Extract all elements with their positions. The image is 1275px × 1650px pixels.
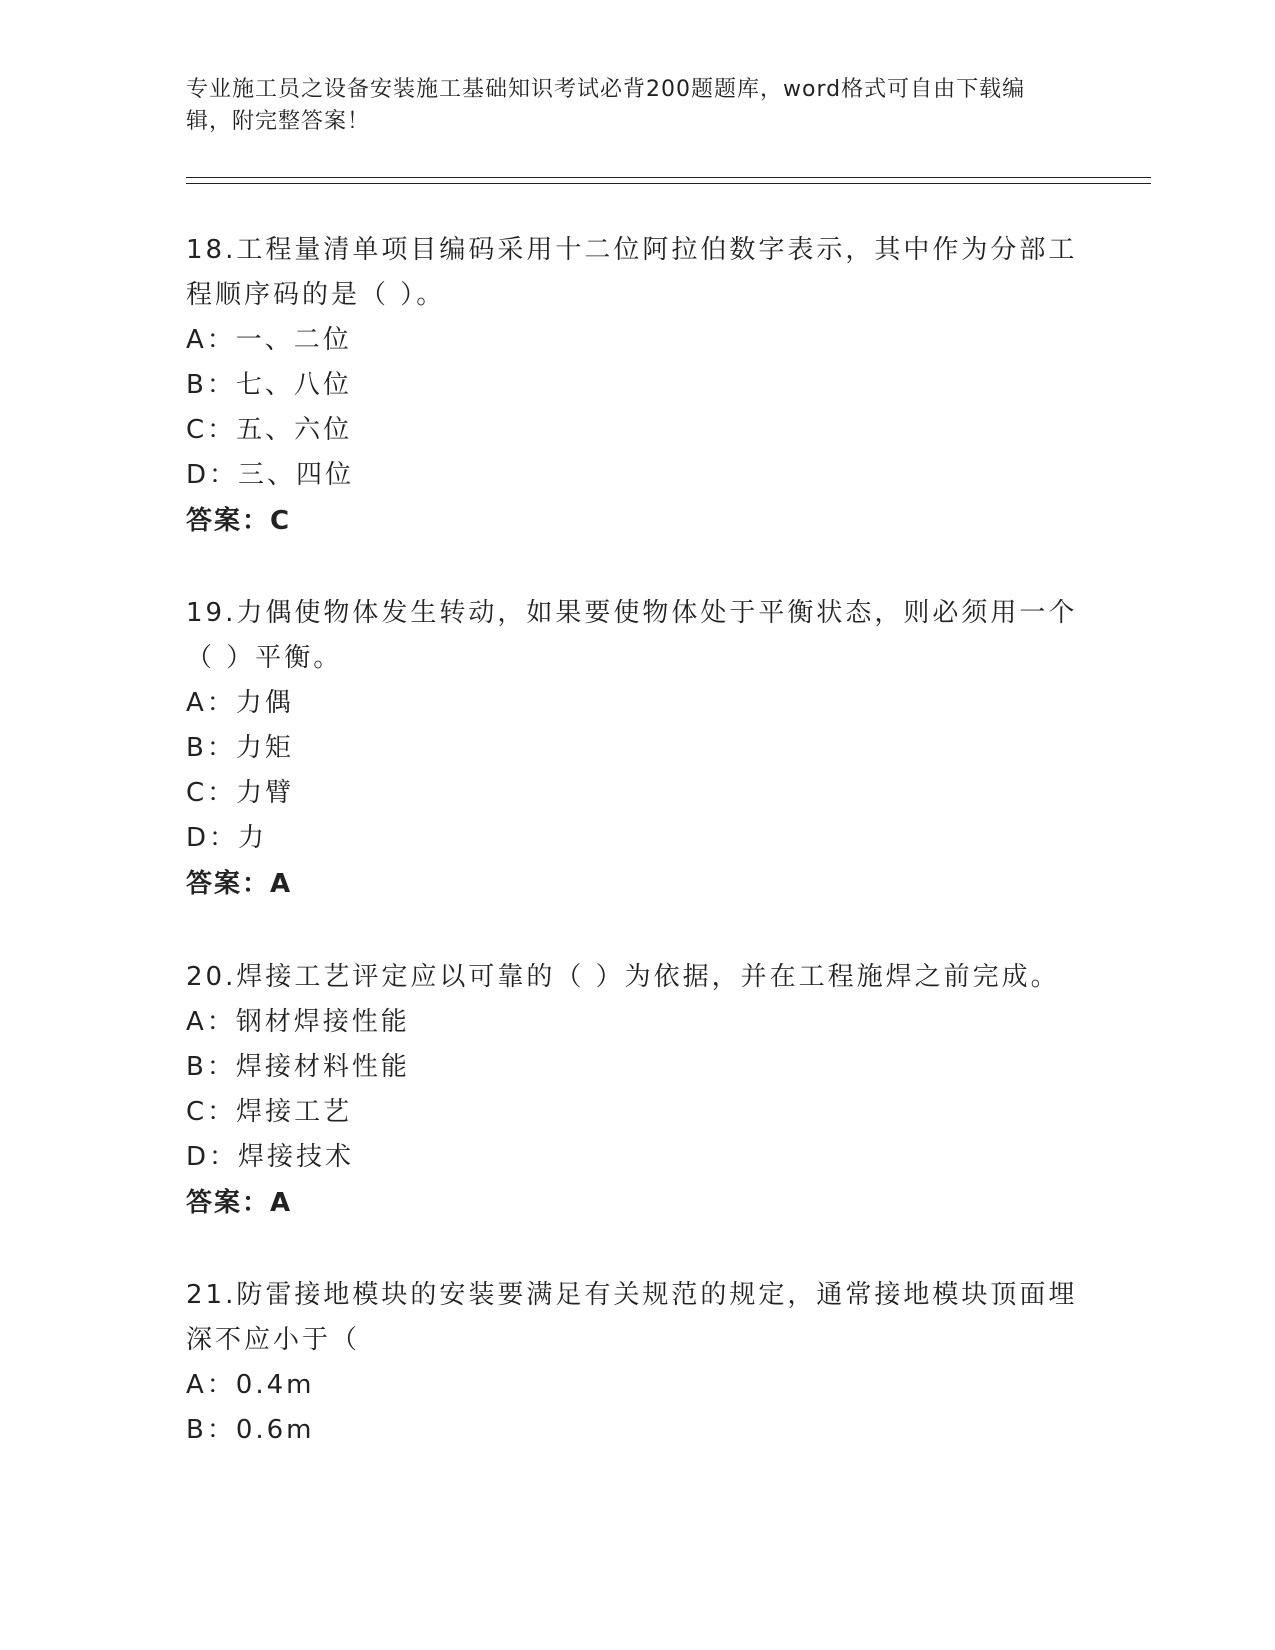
document-header: 专业施工员之设备安装施工基础知识考试必背200题题库，word格式可自由下载编辑，附完整答案！ bbox=[186, 77, 1026, 134]
option-d: D：焊接技术 bbox=[186, 1142, 355, 1172]
question-stem: 21.防雷接地模块的安装要满足有关规范的规定，通常接地模块顶面埋深不应小于（ bbox=[186, 1280, 1078, 1355]
question-19 bbox=[186, 591, 1086, 907]
option-a: A：0.4m bbox=[186, 1370, 315, 1400]
option-d: D：力 bbox=[186, 823, 268, 853]
answer: 答案：C bbox=[186, 506, 292, 536]
answer: 答案：A bbox=[186, 869, 293, 899]
question-stem: 18.工程量清单项目编码采用十二位阿拉伯数字表示，其中作为分部工程顺序码的是（ ）。 bbox=[186, 235, 1078, 310]
option-d: D：三、四位 bbox=[186, 460, 355, 490]
header-divider-top bbox=[186, 177, 1151, 178]
option-b: B：力矩 bbox=[186, 733, 294, 763]
option-a: A：力偶 bbox=[186, 688, 294, 718]
option-b: B：焊接材料性能 bbox=[186, 1052, 410, 1082]
option-b: B：0.6m bbox=[186, 1415, 315, 1445]
question-21 bbox=[186, 1273, 1086, 1453]
header-divider-bottom bbox=[186, 183, 1151, 184]
option-a: A：一、二位 bbox=[186, 325, 352, 355]
answer: 答案：A bbox=[186, 1188, 293, 1218]
question-18 bbox=[186, 228, 1086, 544]
option-b: B：七、八位 bbox=[186, 370, 352, 400]
question-stem: 19.力偶使物体发生转动，如果要使物体处于平衡状态，则必须用一个（ ）平衡。 bbox=[186, 598, 1078, 673]
question-20 bbox=[186, 955, 1086, 1226]
option-c: C：力臂 bbox=[186, 778, 295, 808]
option-a: A：钢材焊接性能 bbox=[186, 1007, 410, 1037]
question-stem: 20.焊接工艺评定应以可靠的（ ）为依据，并在工程施焊之前完成。 bbox=[186, 962, 1060, 992]
option-c: C：五、六位 bbox=[186, 415, 353, 445]
option-c: C：焊接工艺 bbox=[186, 1097, 353, 1127]
